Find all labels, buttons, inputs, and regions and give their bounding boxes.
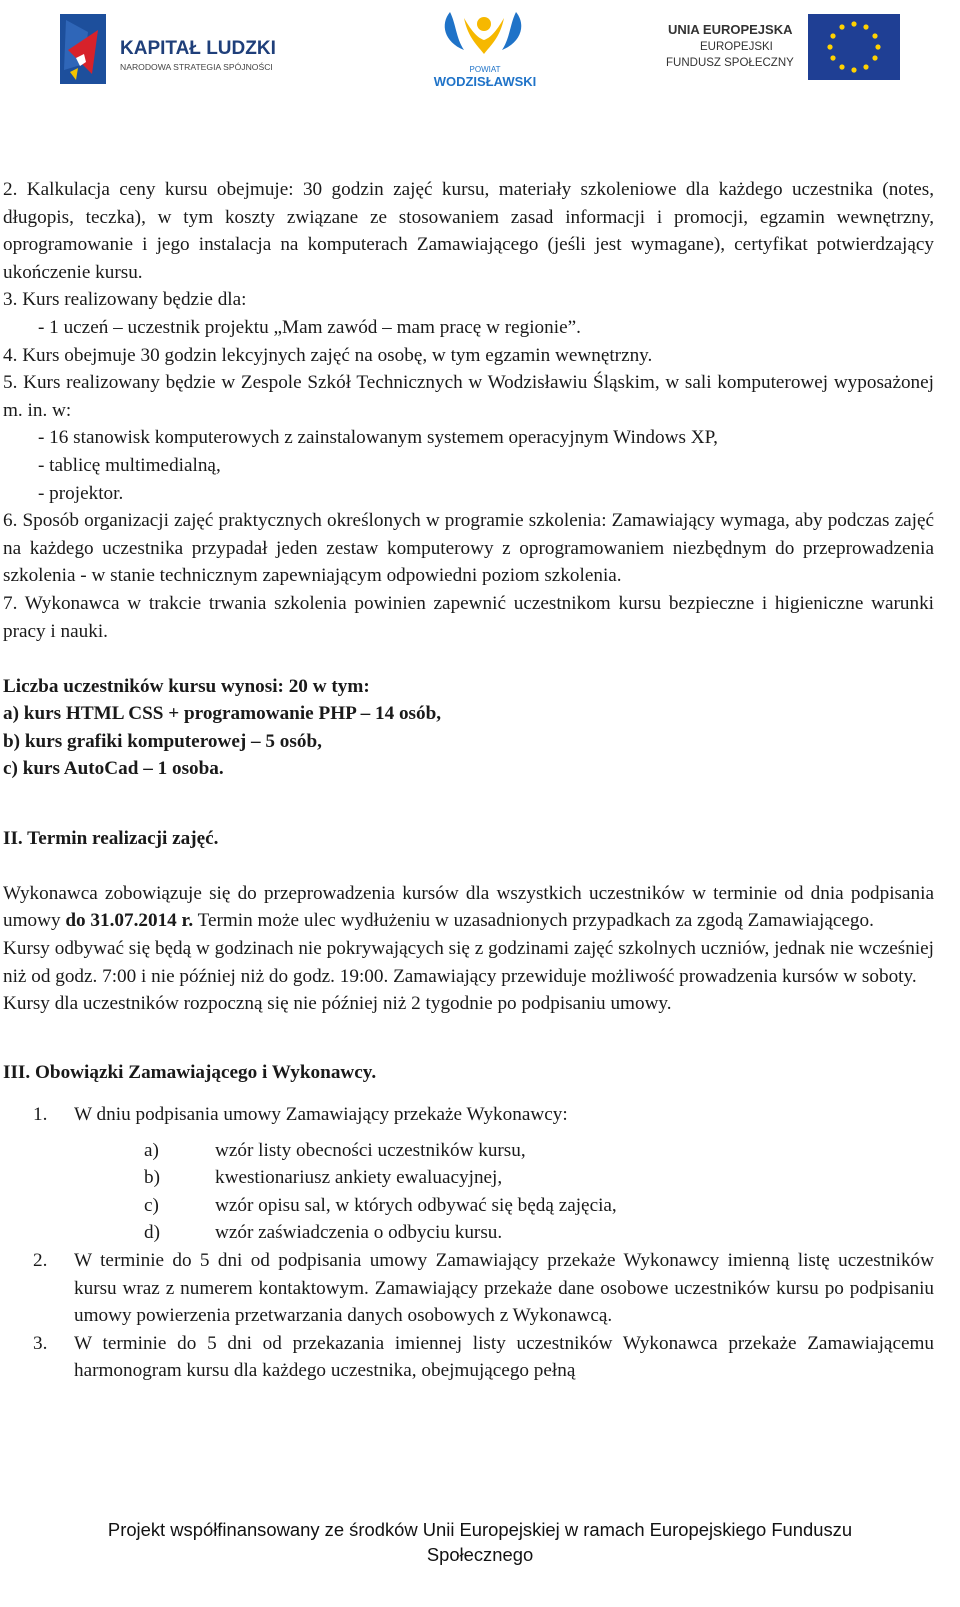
list-item	[3, 1247, 934, 1330]
section-2-paragraph-3: Kursy dla uczestników rozpoczną się nie później niż 2 tygodnie po podpisaniu umowy.	[3, 993, 672, 1015]
paragraph-3-item: - 1 uczeń – uczestnik projektu „Mam zawód – mam pracę w regionie”.	[38, 316, 581, 338]
unia-europejska-logo	[660, 12, 905, 82]
list-item-text: W terminie do 5 dni od podpisania umowy Zamawiający przekaże Wykonawcy imienną listę uczestników kursu wraz z numerem kontaktowym. Zamawiający przekaże dane osobowe uczestników kursu po podpisaniu umowy powierzenia przetwarzania danych osobowych z Wykonawcą.	[74, 1249, 934, 1327]
section-2-paragraph-2: Kursy odbywać się będą w godzinach nie pokrywających się z godzinami zajęć szkolnych uczniów, jednak nie wcześniej niż od godz. 7:00 i nie później niż do godz. 19:00. Zamawiający przewiduje możliwość prowadzenia kursów w soboty.	[3, 938, 934, 987]
sublist-item	[144, 1164, 934, 1192]
sublist-text: wzór listy obecności uczestników kursu,	[215, 1139, 526, 1161]
ue-line2: EUROPEJSKI	[700, 41, 773, 53]
list-item-number: 1.	[33, 1104, 48, 1125]
sublist-item	[144, 1137, 934, 1165]
section-2-p1-text-a: Wykonawca zobowiązuje się do przeprowadzenia kursów dla wszystkich uczestników w terminie od dnia podpisania umowy	[3, 882, 934, 932]
participants-c: c) kurs AutoCad – 1 osoba.	[3, 758, 224, 780]
list-item-number: 2.	[33, 1249, 48, 1271]
section-2-paragraph-1	[3, 880, 934, 935]
sublist	[74, 1137, 934, 1247]
list-item-text: W terminie do 5 dni od przekazania imiennej listy uczestników Wykonawca przekaże Zamawiającemu harmonogram kursu dla każdego uczestnika, obejmującego pełną	[74, 1332, 934, 1382]
page-header	[0, 0, 960, 110]
sublist-letter: d)	[144, 1222, 160, 1244]
sublist-text: kwestionariusz ankiety ewaluacyjnej,	[215, 1167, 503, 1189]
list-item	[3, 1101, 934, 1247]
paragraph-7: 7. Wykonawca w trakcie trwania szkolenia powinien zapewnić uczestnikom kursu bezpieczne i higieniczne warunki pracy i nauki.	[3, 592, 934, 642]
kl-subtitle: NARODOWA STRATEGIA SPÓJNOŚCI	[120, 62, 273, 72]
section-2-heading: II. Termin realizacji zajęć.	[3, 827, 219, 849]
paragraph-5-item-a: - 16 stanowisk komputerowych z zainstalowanym systemem operacyjnym Windows XP,	[38, 427, 718, 449]
paragraph-5: 5. Kurs realizowany będzie w Zespole Szkół Technicznych w Wodzisławiu Śląskim, w sali komputerowej wyposażonej m. in. w:	[3, 372, 934, 421]
paragraph-5-item-b: - tablicę multimedialną,	[38, 454, 221, 476]
page-footer	[0, 1517, 960, 1567]
footer-text: Projekt współfinansowany ze środków Unii Europejskiej w ramach Europejskiego Funduszu Społecznego	[107, 1519, 853, 1565]
sublist-item	[144, 1219, 934, 1247]
paragraph-5-item-c: - projektor.	[38, 482, 124, 504]
section-2-p1-text-c: Termin może ulec wydłużeniu w uzasadnionych przypadkach za zgodą Zamawiającego.	[193, 910, 874, 932]
list-item-number: 3.	[33, 1332, 48, 1354]
pw-line1: POWIAT	[469, 65, 501, 74]
ue-line3: FUNDUSZ SPOŁECZNY	[666, 57, 794, 69]
participants-total: Liczba uczestników kursu wynosi: 20 w tym:	[3, 675, 370, 697]
sublist-item	[144, 1192, 934, 1220]
section-3-list	[3, 1101, 934, 1385]
paragraph-3: 3. Kurs realizowany będzie dla:	[3, 289, 247, 311]
ue-line1: UNIA EUROPEJSKA	[668, 22, 793, 37]
kapital-ludzki-logo	[58, 10, 318, 90]
participants-b: b) kurs grafiki komputerowej – 5 osób,	[3, 730, 322, 752]
document-body	[3, 176, 934, 1385]
paragraph-6: 6. Sposób organizacji zajęć praktycznych określonych w programie szkolenia: Zamawiający wymaga, aby podczas zajęć na każdego uczestnika przypadał jeden zestaw komputerowy z oprogramowaniem niezbędnym do przeprowadzenia szkolenia - w stanie technicznym zapewniającym odpowiedni poziom szkolenia.	[3, 510, 934, 587]
sublist-letter: c)	[144, 1194, 159, 1216]
paragraph-2: 2. Kalkulacja ceny kursu obejmuje: 30 godzin zajęć kursu, materiały szkoleniowe dla każdego uczestnika (notes, długopis, teczka), w tym koszty związane ze stosowaniem zasad informacji i promocji, egzamin wewnętrzny, oprogramowanie i jego instalacja na komputerach Zamawiającego (jeśli jest wymagane), certyfikat potwierdzający ukończenie kursu.	[3, 179, 934, 283]
sublist-text: wzór zaświadczenia o odbyciu kursu.	[215, 1222, 503, 1244]
kl-title: KAPITAŁ LUDZKI	[120, 38, 276, 59]
pw-line2: WODZISŁAWSKI	[433, 74, 537, 89]
sublist-text: wzór opisu sal, w których odbywać się będą zajęcia,	[215, 1194, 617, 1216]
list-item-text: W dniu podpisania umowy Zamawiający przekaże Wykonawcy:	[74, 1104, 568, 1125]
sublist-letter: b)	[144, 1167, 160, 1189]
list-item	[3, 1330, 934, 1385]
powiat-wodzislawski-logo	[420, 4, 550, 90]
section-3-heading: III. Obowiązki Zamawiającego i Wykonawcy.	[3, 1062, 377, 1084]
section-2-deadline: do 31.07.2014 r.	[65, 910, 194, 932]
participants-a: a) kurs HTML CSS + programowanie PHP – 14 osób,	[3, 703, 442, 725]
sublist-letter: a)	[144, 1139, 159, 1161]
paragraph-4: 4. Kurs obejmuje 30 godzin lekcyjnych zajęć na osobę, w tym egzamin wewnętrzny.	[3, 344, 653, 366]
